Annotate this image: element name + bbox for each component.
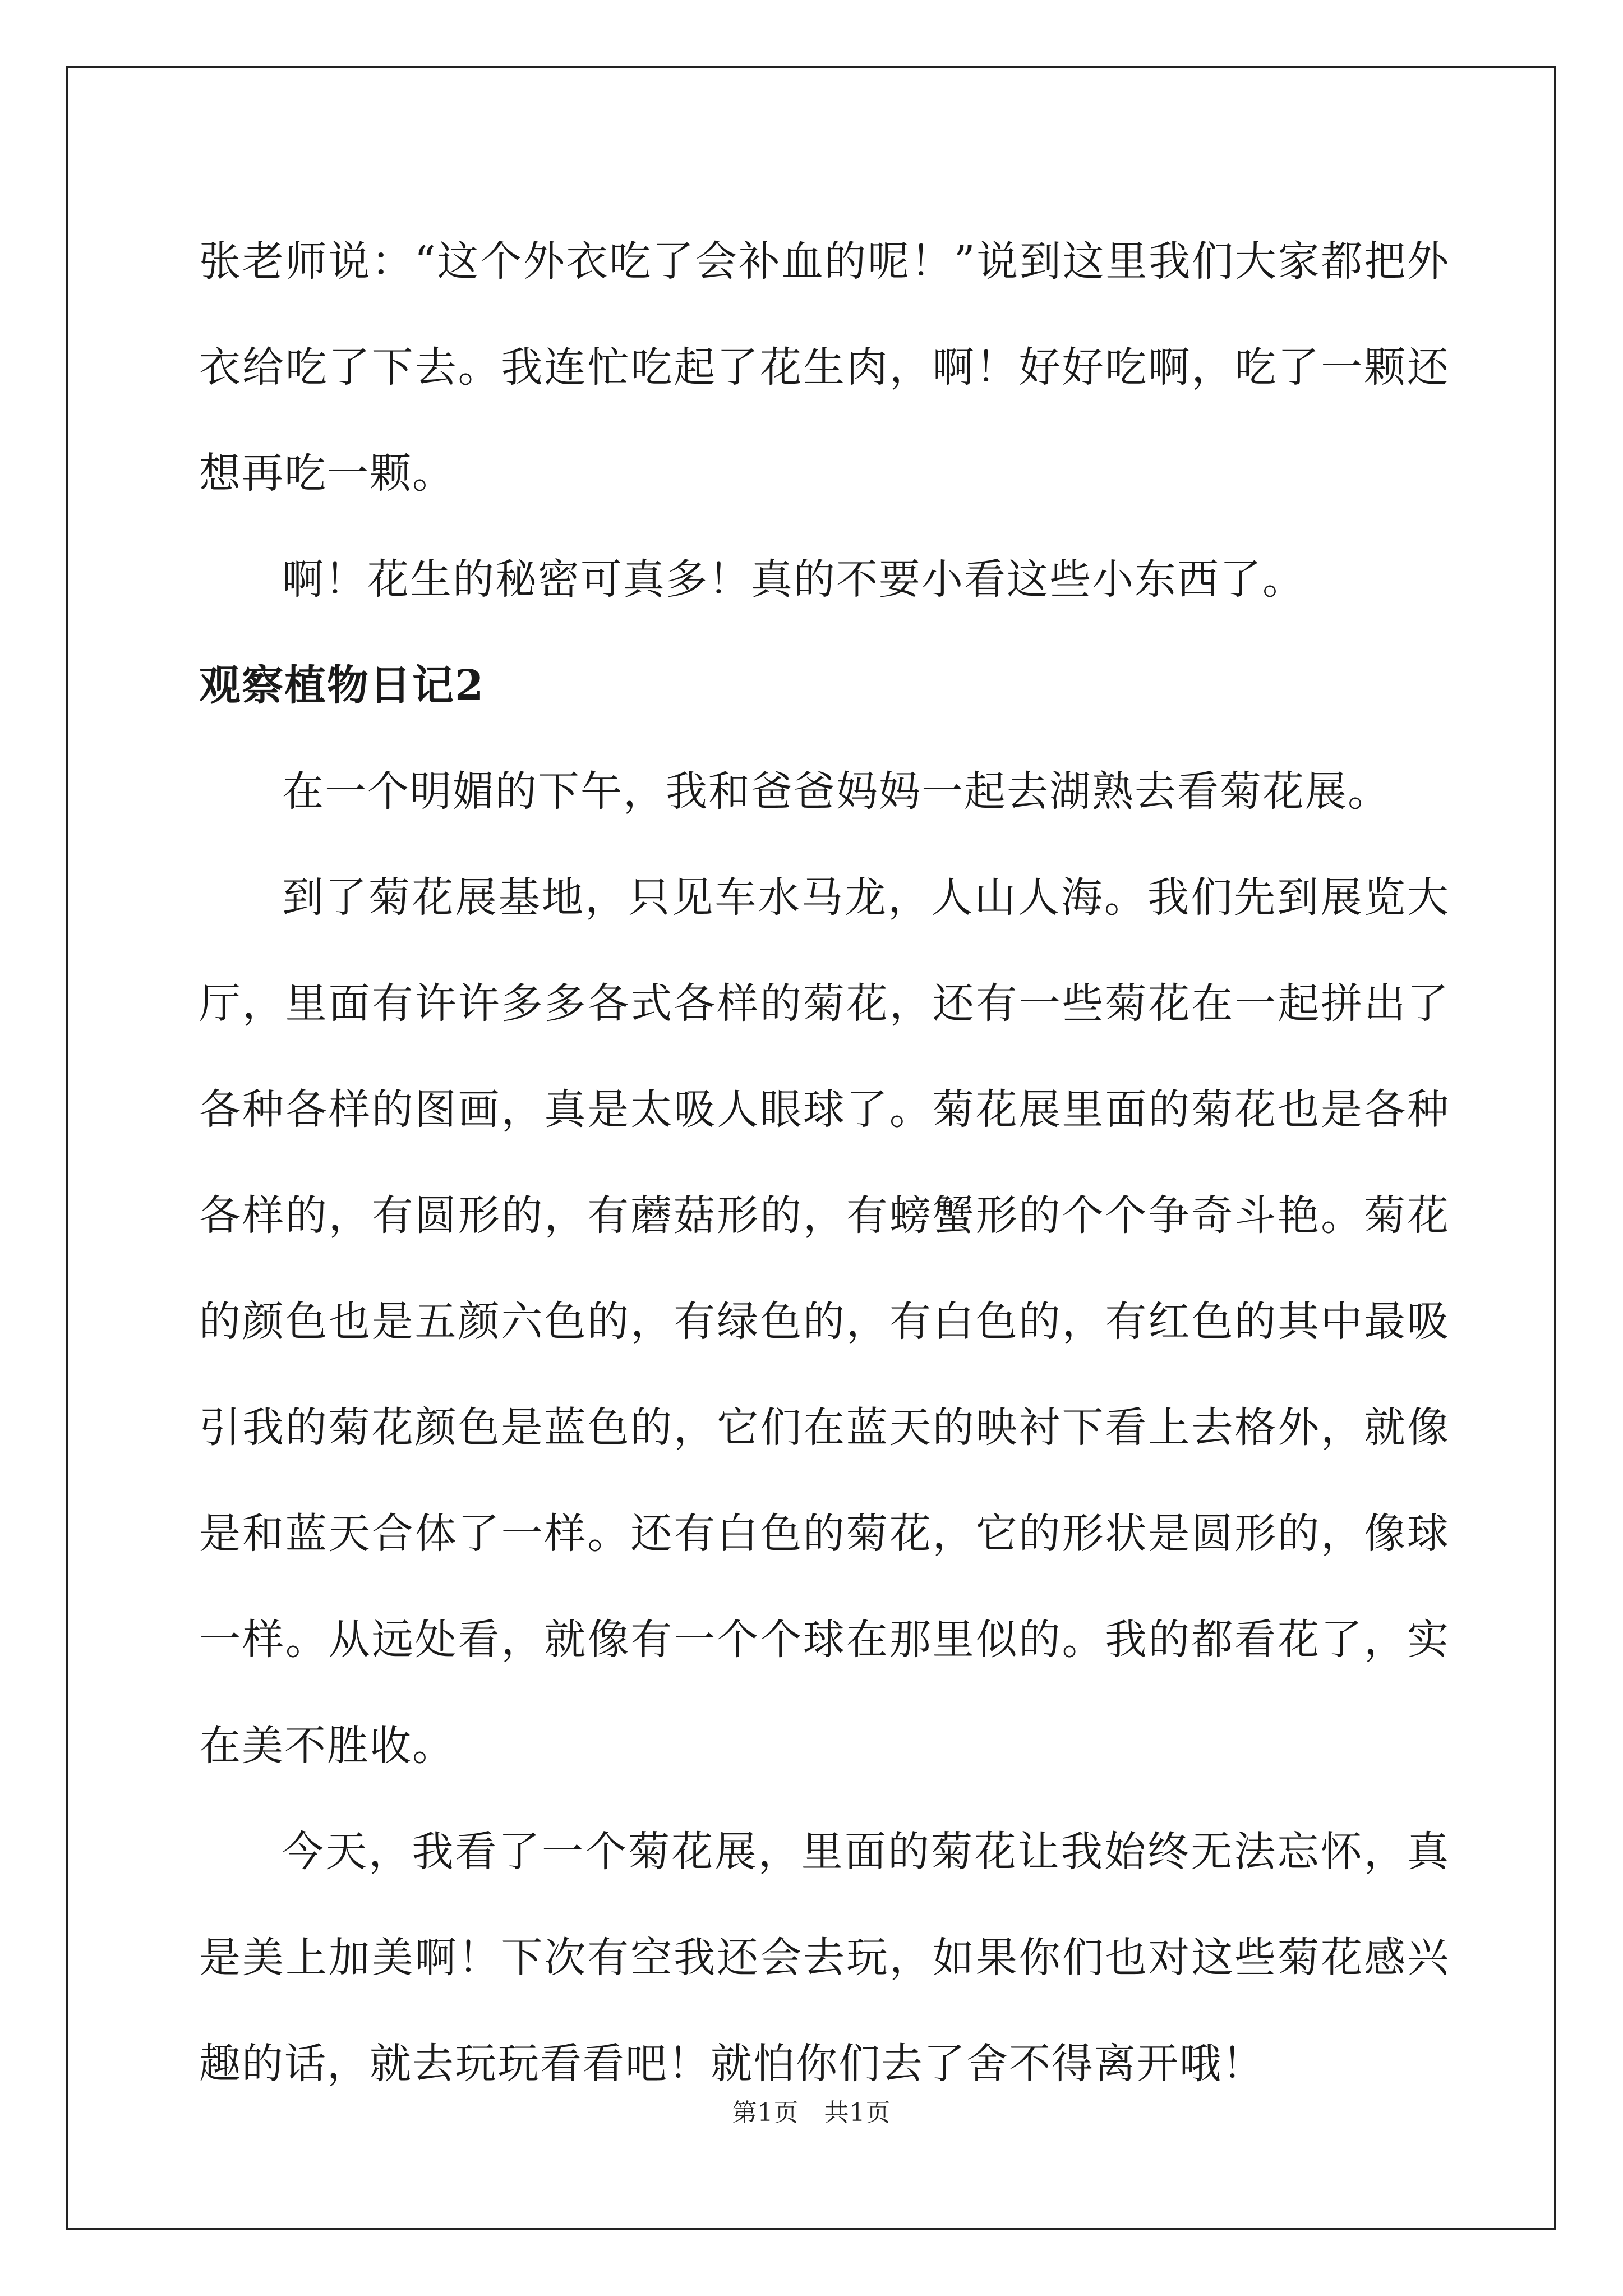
paragraph-intro: 在一个明媚的下午，我和爸爸妈妈一起去湖熟去看菊花展。 [282, 767, 1390, 816]
document-body [199, 209, 1450, 2117]
section-title: 观察植物日记2 [199, 661, 485, 710]
paragraph-peanut-secret: 啊！花生的秘密可真多！真的不要小看这些小东西了。 [282, 555, 1305, 604]
paragraph-continued: 张老师说：“这个外衣吃了会补血的呢！”说到这里我们大家都把外衣给吃了下去。我连忙吃起了花生肉，啊！好好吃啊，吃了一颗还想再吃一颗。 [199, 237, 1450, 498]
page-footer: 第1页 共1页 [732, 2099, 891, 2127]
paragraph-exhibition: 到了菊花展基地，只见车水马龙，人山人海。我们先到展览大厅，里面有许许多多各式各样的菊花，还有一些菊花在一起拼出了各种各样的图画，真是太吸人眼球了。菊花展里面的菊花也是各种各样的，有圆形的，有蘑菇形的，有螃蟹形的个个争奇斗艳。菊花的颜色也是五颜六色的，有绿色的，有白色的，有红色的其中最吸引我的菊花颜色是蓝色的，它们在蓝天的映衬下看上去格外，就像是和蓝天合体了一样。还有白色的菊花，它的形状是圆形的，像球一样。从远处看，就像有一个个球在那里似的。我的都看花了，实在美不胜收。 [199, 873, 1450, 1770]
paragraph-conclusion: 今天，我看了一个菊花展，里面的菊花让我始终无法忘怀，真是美上加美啊！下次有空我还会去玩，如果你们也对这些菊花感兴趣的话，就去玩玩看看吧！就怕你们去了舍不得离开哦！ [199, 1828, 1450, 2088]
